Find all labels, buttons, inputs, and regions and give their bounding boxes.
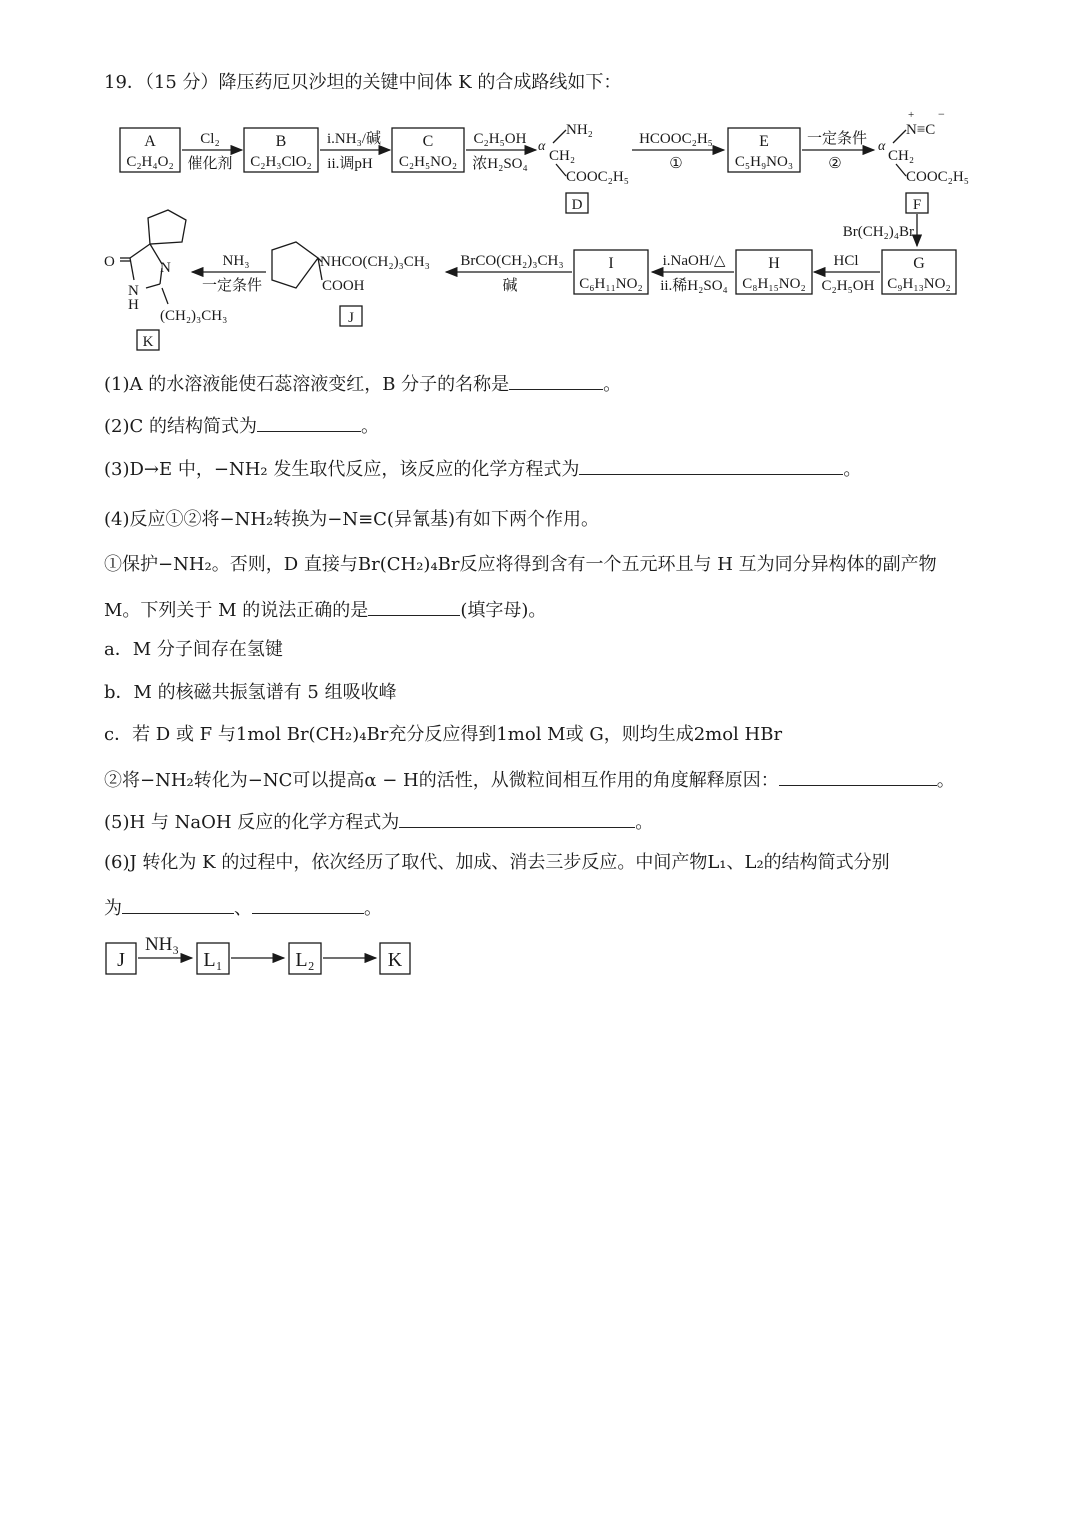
svg-text:COOC₂H₅: COOC₂H₅ <box>906 169 969 185</box>
reagent-J-K-below: 一定条件 <box>201 278 263 294</box>
reagent-I-J-above: BrCO(CH₂)₃CH₃ <box>460 253 564 269</box>
svg-text:COOH: COOH <box>322 278 365 294</box>
mini-scheme <box>106 934 410 974</box>
compound-J-label: J <box>348 310 354 326</box>
question-3: (3)D→E 中，−NH₂ 发生取代反应，该反应的化学方程式为 。 <box>104 456 861 481</box>
compound-E-label: E <box>759 133 769 150</box>
compound-I-formula: C₆H₁₁NO₂ <box>579 276 643 292</box>
compound-F-structure <box>878 107 969 213</box>
compound-D-structure <box>538 122 629 213</box>
reagent-A-B-below: 催化剂 <box>187 156 233 172</box>
mini-J: J <box>117 949 125 971</box>
question-4-1b: M。下列关于 M 的说法正确的是 (填字母)。 <box>104 597 546 622</box>
svg-text:α: α <box>538 139 546 154</box>
question-5: (5)H 与 NaOH 反应的化学方程式为 。 <box>104 809 653 834</box>
compound-G-formula: C₉H₁₃NO₂ <box>887 276 951 292</box>
reagent-H-I-below: ii.稀H₂SO₄ <box>660 278 728 294</box>
reagent-J-K-above: NH₃ <box>222 253 250 269</box>
svg-text:N≡C: N≡C <box>906 122 936 138</box>
compound-G-label: G <box>913 255 925 272</box>
svg-text:NHCO(CH₂)₃CH₃: NHCO(CH₂)₃CH₃ <box>320 254 430 270</box>
compound-A-formula: C₂H₄O₂ <box>126 154 174 170</box>
option-c: c．若 D 或 F 与1mol Br(CH₂)₄Br充分反应得到1mol M或 G，则均生成2mol HBr <box>104 724 783 745</box>
mini-L1: L₁ <box>203 949 223 971</box>
question-1: (1)A 的水溶液能使石蕊溶液变红，B 分子的名称是 。 <box>104 371 621 396</box>
svg-text:NH₂: NH₂ <box>566 122 593 138</box>
reagent-C-D-below: 浓H₂SO₄ <box>472 156 528 172</box>
compound-E-box <box>728 128 800 172</box>
compound-C-box <box>392 128 464 172</box>
mini-L2: L₂ <box>295 949 315 971</box>
question-header: 19．（15 分）降压药厄贝沙坦的关键中间体 K 的合成路线如下： <box>104 72 622 93</box>
svg-text:N: N <box>160 260 171 276</box>
option-b: b．M 的核磁共振氢谱有 5 组吸收峰 <box>104 682 397 703</box>
compound-G-box <box>882 250 956 294</box>
compound-J-structure <box>272 242 430 326</box>
question-6b: 为 、 。 <box>104 895 382 920</box>
svg-text:−: − <box>938 107 945 121</box>
reagent-C-D-above: C₂H₅OH <box>473 131 527 147</box>
mini-K: K <box>387 949 403 971</box>
reagent-F-G: Br(CH₂)₄Br <box>842 224 914 240</box>
svg-text:COOC₂H₅: COOC₂H₅ <box>566 169 629 185</box>
compound-C-formula: C₂H₅NO₂ <box>398 154 458 170</box>
compound-B-label: B <box>275 133 287 150</box>
reagent-B-C-below: ii.调pH <box>327 156 373 172</box>
compound-H-label: H <box>768 255 780 272</box>
mini-reagent: NH₃ <box>144 934 180 955</box>
compound-B-formula: C₂H₃ClO₂ <box>250 154 312 170</box>
reagent-G-H-below: C₂H₅OH <box>821 278 875 294</box>
compound-I-box <box>574 250 648 294</box>
reagent-I-J-below: 碱 <box>502 278 518 294</box>
compound-E-formula: C₅H₉NO₃ <box>734 154 794 170</box>
reagent-E-F-above: 一定条件 <box>806 131 868 147</box>
reagent-H-I-above: i.NaOH/△ <box>662 253 726 269</box>
compound-A-box <box>120 128 180 172</box>
option-a: a．M 分子间存在氢键 <box>104 639 283 660</box>
reagent-G-H-above: HCl <box>833 253 859 269</box>
question-4: (4)反应①②将−NH₂转换为−N≡C(异氰基)有如下两个作用。 <box>104 509 599 530</box>
compound-F-label: F <box>912 197 922 213</box>
compound-I-label: I <box>608 255 614 272</box>
reagent-A-B-above: Cl₂ <box>200 131 220 147</box>
svg-text:O: O <box>104 254 115 270</box>
question-6: (6)J 转化为 K 的过程中，依次经历了取代、加成、消去三步反应。中间产物L₁、L₂的结构简式分别 <box>104 852 890 873</box>
svg-text:H: H <box>128 297 139 313</box>
reagent-D-E-above: HCOOC₂H₅ <box>639 131 713 147</box>
svg-text:N: N <box>128 283 139 299</box>
compound-D-label: D <box>571 197 583 213</box>
reagent-E-F-below: ② <box>828 156 842 172</box>
compound-H-formula: C₈H₁₅NO₂ <box>742 276 806 292</box>
reagent-D-E-below: ① <box>669 156 683 172</box>
svg-text:+: + <box>908 109 915 121</box>
svg-text:α: α <box>878 139 886 154</box>
reagent-B-C-above: i.NH₃/碱 <box>327 131 381 147</box>
compound-C-label: C <box>422 133 434 150</box>
compound-K-label: K <box>142 334 154 350</box>
svg-text:(CH₂)₃CH₃: (CH₂)₃CH₃ <box>160 308 228 324</box>
svg-text:CH₂: CH₂ <box>549 148 576 164</box>
compound-A-label: A <box>144 133 156 150</box>
question-2: (2)C 的结构简式为 。 <box>104 413 379 438</box>
question-4-2: ②将−NH₂转化为−NC可以提高α − H的活性，从微粒间相互作用的角度解释原因： 。 <box>104 767 955 792</box>
svg-text:CH₂: CH₂ <box>888 148 915 164</box>
compound-B-box <box>244 128 318 172</box>
compound-H-box <box>736 250 812 294</box>
question-4-1: ①保护−NH₂。否则，D 直接与Br(CH₂)₄Br反应将得到含有一个五元环且与 H 互为同分异构体的副产物 <box>104 554 937 575</box>
